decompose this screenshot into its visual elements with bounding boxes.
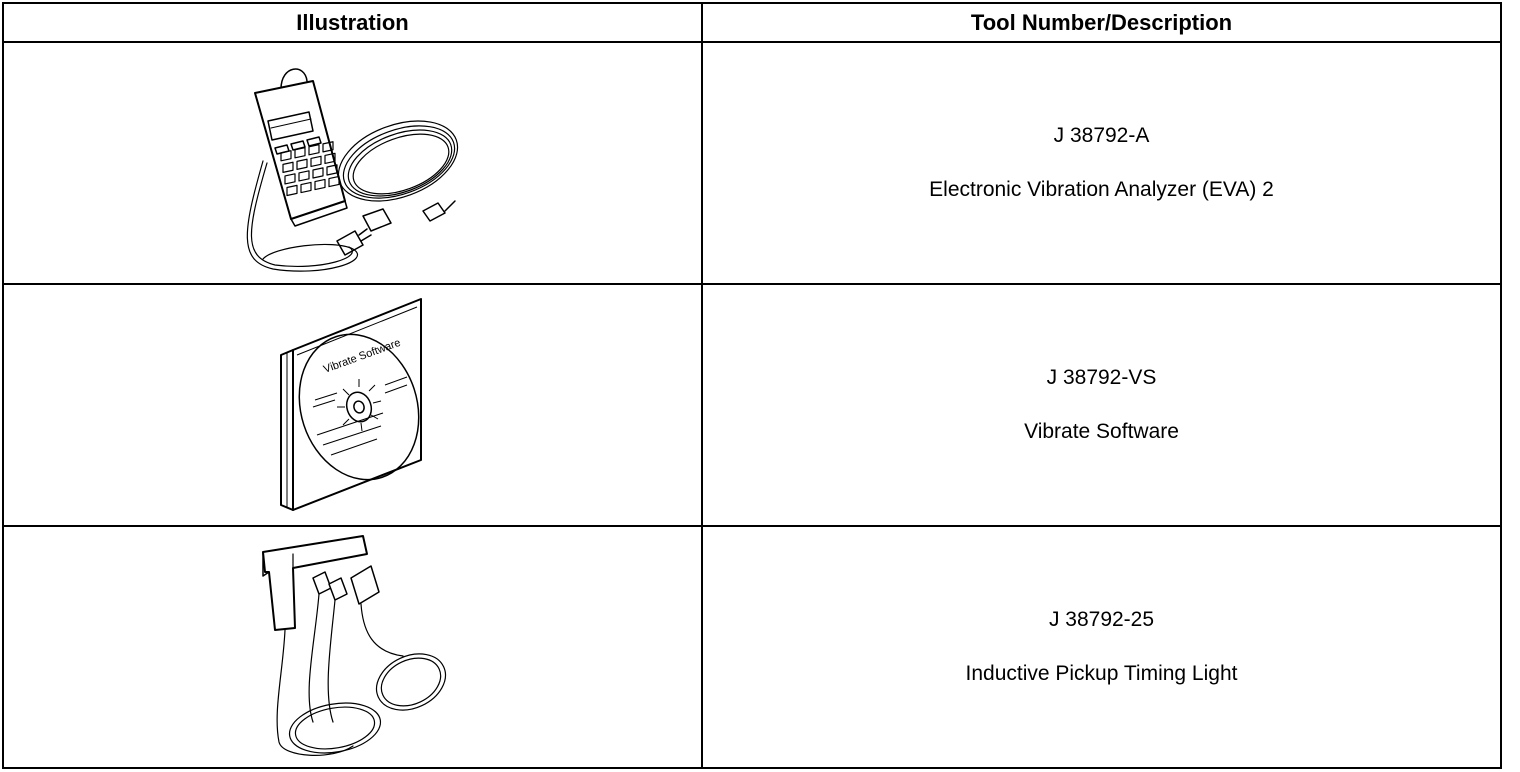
header-tool: Tool Number/Description — [702, 3, 1501, 42]
tool-table — [2, 2, 1502, 769]
table-row — [3, 42, 1501, 284]
tool-number: J 38792-VS — [1046, 366, 1157, 389]
vibration-analyzer-icon — [233, 51, 473, 276]
timing-light-icon — [243, 532, 463, 762]
illustration-cell — [3, 42, 702, 284]
illustration-cell — [3, 284, 702, 526]
table-row — [3, 284, 1501, 526]
tool-description: Electronic Vibration Analyzer (EVA) 2 — [929, 178, 1274, 201]
illustration-cell — [3, 526, 702, 768]
table-row — [3, 526, 1501, 768]
cd-label-text: Vibrate Software — [321, 336, 402, 376]
tool-description: Vibrate Software — [1024, 420, 1179, 443]
tool-description: Inductive Pickup Timing Light — [965, 662, 1238, 685]
tool-number: J 38792-25 — [1048, 608, 1155, 631]
description-cell — [702, 42, 1501, 284]
description-cell — [702, 284, 1501, 526]
header-row — [3, 3, 1501, 42]
tool-number: J 38792-A — [1053, 124, 1150, 147]
description-cell — [702, 526, 1501, 768]
header-illustration: Illustration — [3, 3, 702, 42]
software-cd-icon — [273, 295, 433, 515]
